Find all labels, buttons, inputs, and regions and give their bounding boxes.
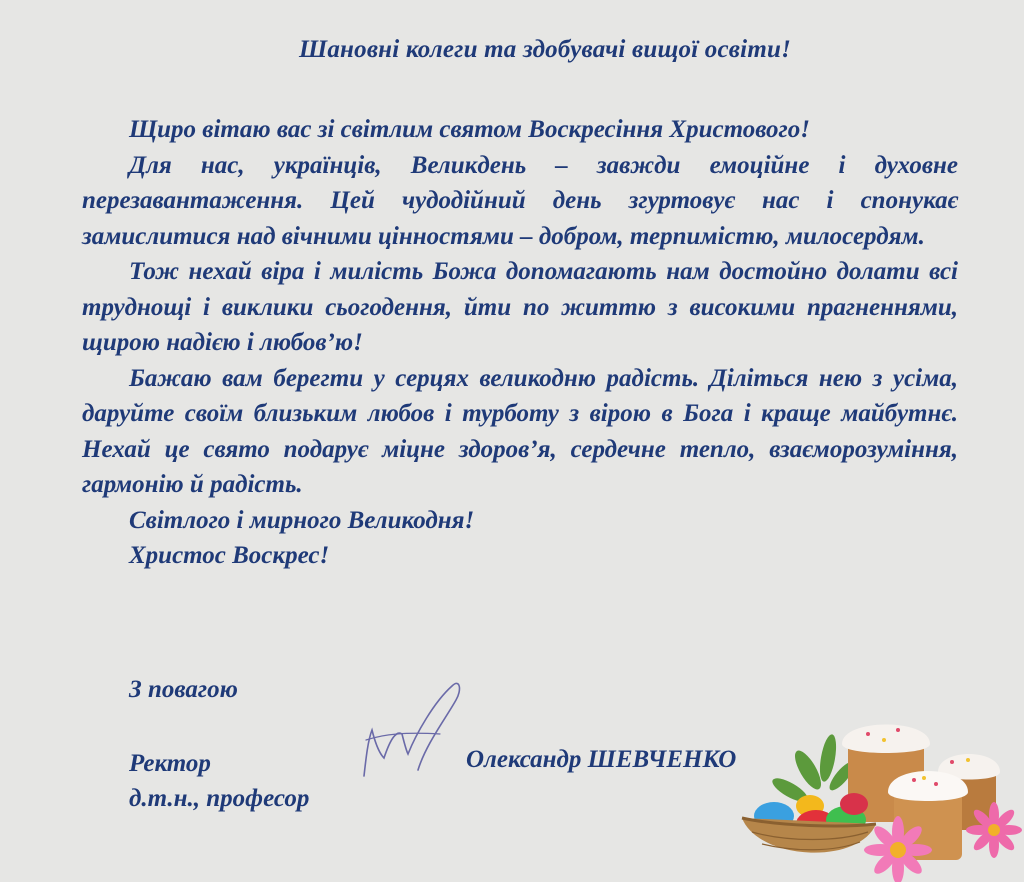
regards-line: З повагою (129, 676, 238, 703)
easter-basket-icon (738, 700, 1024, 882)
paragraph-5: Світлого і мирного Великодня! (129, 506, 475, 534)
signer-name: Олександр ШЕВЧЕНКО (466, 746, 737, 773)
signer-position: Ректор (129, 750, 211, 777)
letter-greeting: Шановні колеги та здобувачі вищої освіти! (298, 36, 791, 63)
letter-body (82, 112, 958, 574)
signer-title-block (129, 746, 309, 816)
paragraph-1: Щиро вітаю вас зі світлим святом Воскресіння Христового! (129, 116, 811, 143)
paragraph-2: Для нас, українців, Великдень – завжди емоційне і духовне перезавантаження. Цей чудодійний день згуртовує нас і спонукає замислитися над вічними цінностями – добром, терпимістю, милосердям. (82, 151, 958, 250)
paragraph-6: Христос Воскрес! (129, 542, 330, 569)
paragraph-3: Тож нехай віра і милість Божа допомагають нам достойно долати всі труднощі і виклики сьогодення, йти по життю з високими прагненнями, щирою надією і любов’ю! (82, 258, 958, 356)
signer-degree: д.т.н., професор (129, 785, 310, 812)
handwritten-signature (356, 668, 468, 780)
paragraph-4: Бажаю вам берегти у серцях великодню радість. Діліться нею з усіма, даруйте своїм близьким любов і турботу з вірою в Бога і краще майбутнє. Нехай це свято подарує міцне здоров’я, сердечне тепло, взаєморозуміння, гармонію й радість. (82, 364, 958, 498)
